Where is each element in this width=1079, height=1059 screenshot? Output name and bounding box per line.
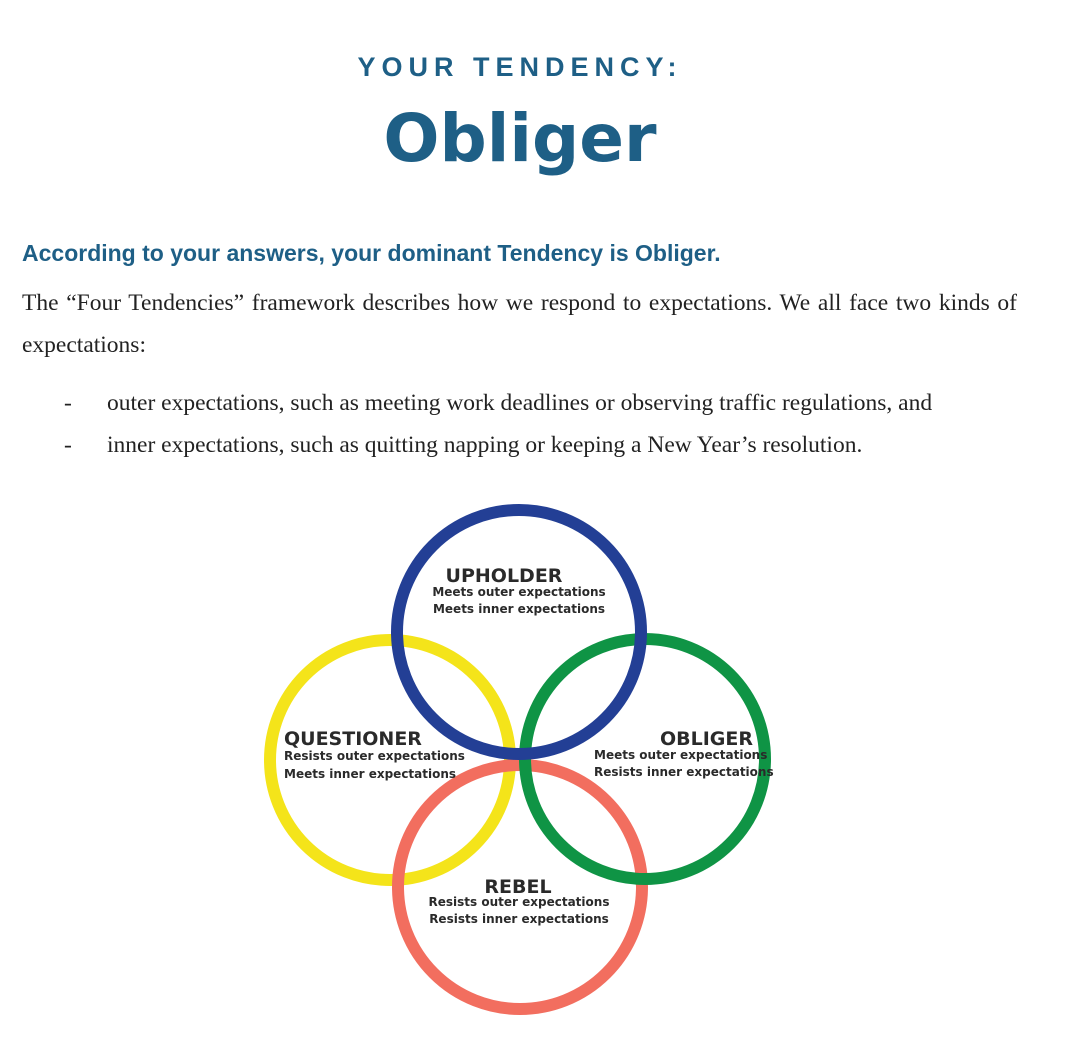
bullet-text: outer expectations, such as meeting work deadlines or observing traffic regulations, and	[107, 390, 933, 416]
rebel-line2: Resists inner expectations	[429, 912, 609, 926]
upholder-line1: Meets outer expectations	[432, 585, 606, 599]
questioner-title: QUESTIONER	[284, 728, 422, 750]
bullet-dash: -	[64, 390, 72, 416]
bullet-text: inner expectations, such as quitting napping or keeping a New Year’s resolution.	[107, 432, 863, 458]
bullet-dash: -	[64, 432, 72, 458]
obliger-title: OBLIGER	[659, 728, 753, 750]
tendency-result-title: Obliger	[383, 100, 657, 177]
obliger-line1: Meets outer expectations	[594, 748, 768, 762]
upholder-line2: Meets inner expectations	[432, 602, 606, 616]
framework-description: The “Four Tendencies” framework describes how we respond to expectations. We all face two kinds of expectations:	[22, 290, 1017, 358]
obliger-line2: Resists inner expectations	[594, 765, 774, 779]
tendency-kicker: YOUR TENDENCY:	[357, 52, 683, 82]
questioner-line1: Resists outer expectations	[284, 749, 465, 763]
upholder-title: UPHOLDER	[445, 565, 563, 587]
upholder-circle	[397, 510, 641, 754]
rebel-line1: Resists outer expectations	[428, 895, 610, 909]
dominant-tendency-statement: According to your answers, your dominant Tendency is Obliger.	[22, 240, 721, 266]
four-tendencies-diagram	[255, 495, 795, 1035]
questioner-line2: Meets inner expectations	[284, 767, 457, 781]
rebel-title: REBEL	[484, 876, 552, 898]
